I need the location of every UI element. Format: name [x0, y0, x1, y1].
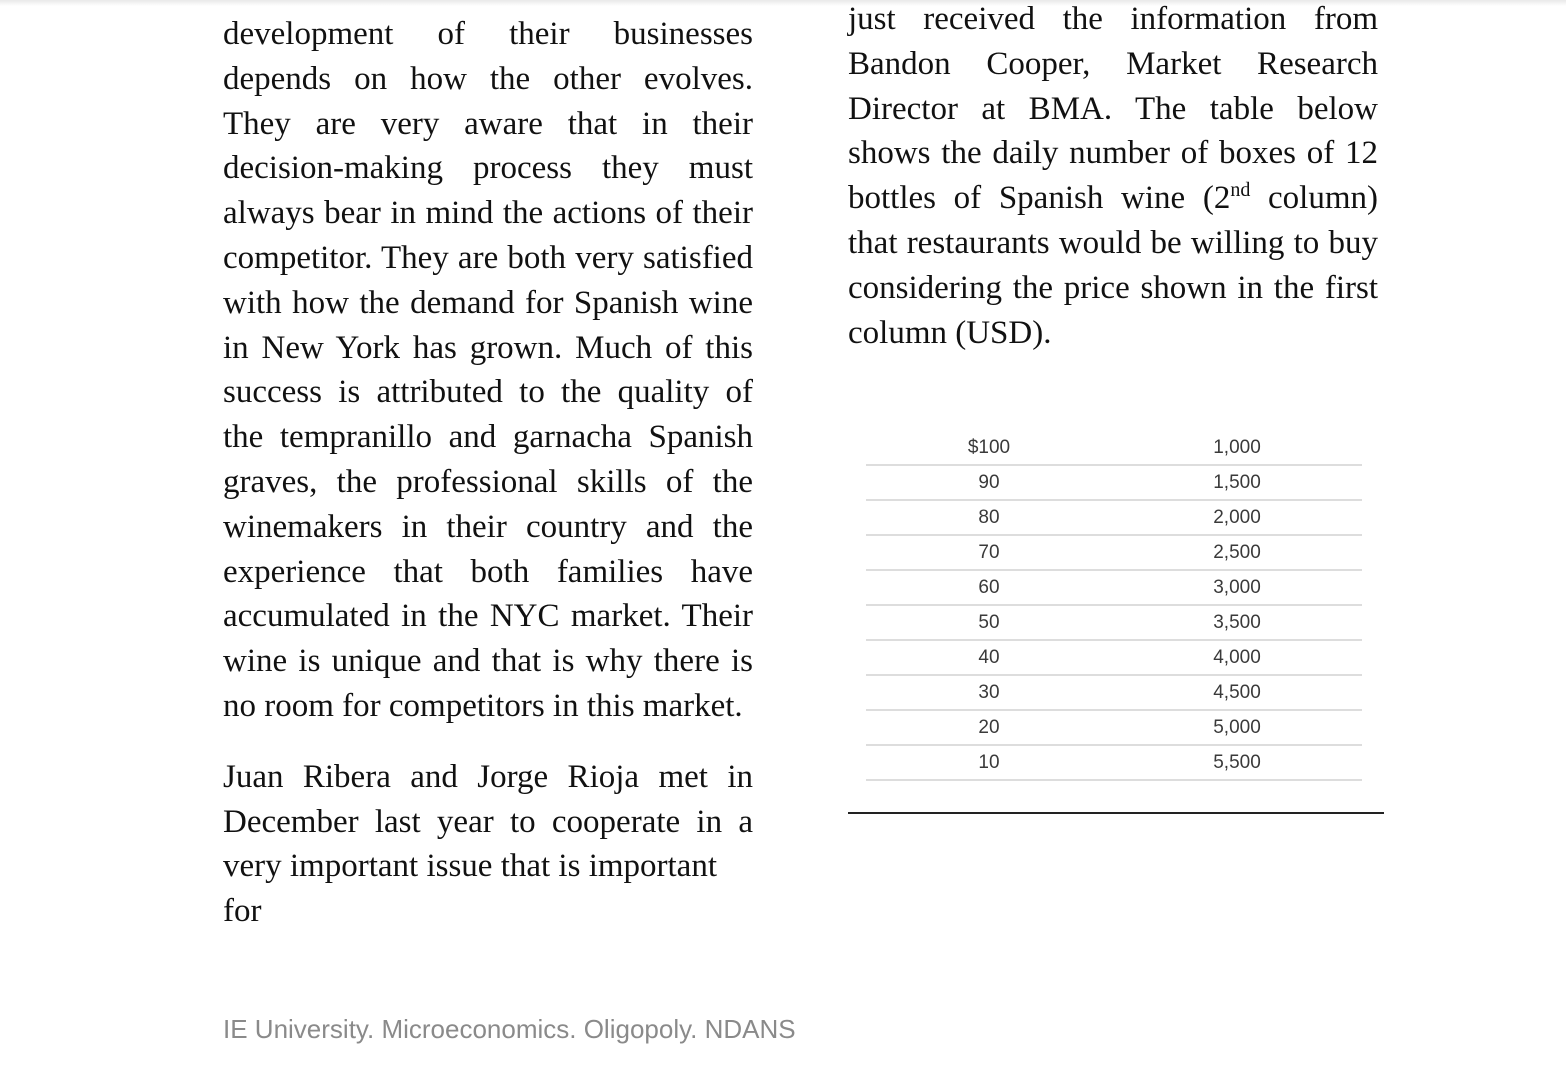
left-text-column [223, 12, 753, 934]
boxes-cell: 1,500 [1112, 465, 1362, 500]
research-text-end: column) that restaurants would be willing to buy considering the price shown in the first column (USD). [848, 180, 1378, 351]
boxes-cell: 5,500 [1112, 745, 1362, 780]
table-row [866, 500, 1362, 535]
price-cell: 20 [866, 710, 1112, 745]
boxes-cell: 5,000 [1112, 710, 1362, 745]
price-cell: 30 [866, 675, 1112, 710]
price-cell: 60 [866, 570, 1112, 605]
boxes-cell: 4,500 [1112, 675, 1362, 710]
price-cell: 90 [866, 465, 1112, 500]
page-footer: IE University. Microeconomics. Oligopoly. NDANS [223, 1014, 796, 1044]
body-paragraph-competition: development of their businesses depends on how the other evolves. They are very aware that in their decision-making process they must always bear in mind the actions of their competitor. They are both very satisfied with how the demand for Spanish wine in New York has grown. Much of this success is attributed to the quality of the tempranillo and garnacha Spanish graves, the professional skills of the winemakers in their country and the experience that both families have accumulated in the NYC market. Their wine is unique and that is why there is no room for competitors in this market. [223, 16, 753, 724]
research-text-start: just received the information from Bandon Cooper, Market Research Director at BMA. The table below shows the daily number of boxes of 12 bottles of Spanish wine (2 [848, 1, 1378, 217]
boxes-cell: 4,000 [1112, 640, 1362, 675]
body-paragraph-research [848, 0, 1378, 355]
table-row [866, 710, 1362, 745]
boxes-cell: 3,500 [1112, 605, 1362, 640]
body-paragraph-meeting [223, 755, 753, 934]
table-row [866, 745, 1362, 780]
section-divider [848, 812, 1384, 814]
price-cell: 70 [866, 535, 1112, 570]
meeting-text: Juan Ribera and Jorge Rioja met in December last year to cooperate in a very important issue that is important [223, 758, 753, 885]
price-cell: 50 [866, 605, 1112, 640]
table-row [866, 605, 1362, 640]
price-cell: $100 [866, 431, 1112, 465]
boxes-cell: 3,000 [1112, 570, 1362, 605]
demand-table [866, 431, 1362, 781]
price-cell: 10 [866, 745, 1112, 780]
table-row [866, 640, 1362, 675]
table-row [866, 431, 1362, 465]
table-row [866, 465, 1362, 500]
meeting-text-tail: for [223, 893, 262, 930]
right-text-column [848, 0, 1378, 355]
price-cell: 40 [866, 640, 1112, 675]
boxes-cell: 1,000 [1112, 431, 1362, 465]
table-row [866, 675, 1362, 710]
table-row [866, 535, 1362, 570]
ordinal-suffix: nd [1230, 179, 1251, 202]
table-row [866, 570, 1362, 605]
boxes-cell: 2,000 [1112, 500, 1362, 535]
boxes-cell: 2,500 [1112, 535, 1362, 570]
price-cell: 80 [866, 500, 1112, 535]
